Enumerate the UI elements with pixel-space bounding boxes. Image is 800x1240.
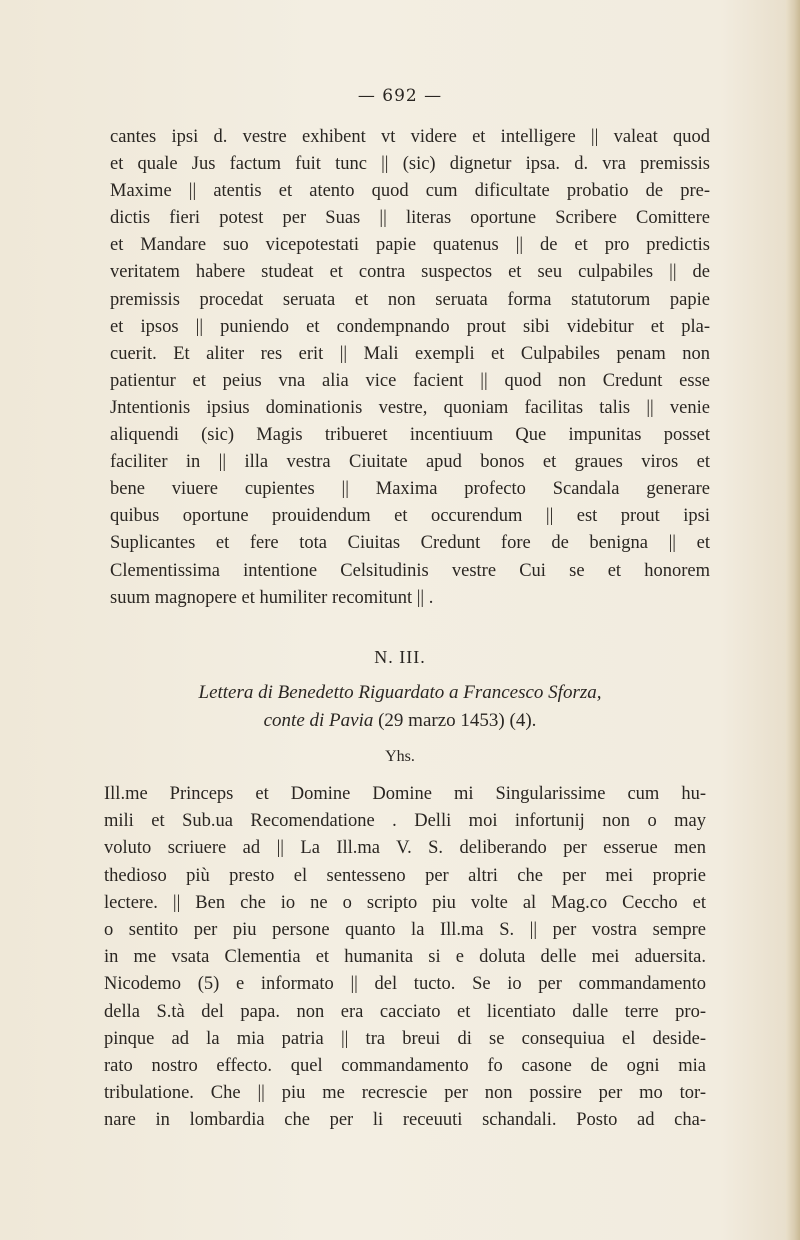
text-line: aliquendi (sic) Magis tribueret incentiuum Que impunitas posset	[110, 425, 710, 446]
text-block-letter	[104, 781, 706, 1135]
text-line: Ill.me Princeps et Domine Domine mi Singularissime cum hu-	[104, 784, 706, 804]
text-line: et quale Jus factum fuit tunc || (sic) dignetur ipsa. d. vra premissis	[110, 154, 710, 175]
text-line: nare in lombardia che per li receuuti schandali. Posto ad cha-	[104, 1110, 706, 1131]
text-line: veritatem habere studeat et contra suspectos et seu culpabiles || de	[110, 262, 710, 283]
text-line: bene viuere cupientes || Maxima profecto Scandala generare	[110, 479, 710, 500]
text-line: Nicodemo (5) e informato || del tucto. Se io per commandamento	[104, 974, 706, 995]
text-line: et Mandare suo vicepotestati papie quatenus || de et pro predictis	[110, 235, 710, 256]
text-line: et ipsos || puniendo et condempnando prout sibi videbitur et pla-	[110, 316, 710, 337]
page-number: — 692 —	[357, 86, 443, 106]
title-italic: conte di Pavia	[263, 710, 374, 731]
text-line: della S.tà del papa. non era cacciato et licentiato dalle terre pro-	[104, 1001, 706, 1022]
text-line: patientur et peius vna alia vice facient || quod non Credunt esse	[110, 370, 710, 391]
title-date: (29 marzo 1453) (4).	[373, 710, 537, 731]
text-line: Jntentionis ipsius dominationis vestre, quoniam facilitas talis || venie	[110, 397, 710, 418]
text-line: Suplicantes et fere tota Ciuitas Credunt fore de benigna || et	[110, 533, 710, 554]
text-line: premissis procedat seruata et non seruata forma statutorum papie	[110, 289, 710, 310]
text-line: in me vsata Clementia et humanita si e doluta delle mei aduersita.	[104, 947, 706, 968]
text-line: faciliter in || illa vestra Ciuitate apud bonos et graues viros et	[110, 452, 710, 473]
section-heading: N. III.	[374, 647, 426, 667]
letter-title-line-2	[0, 710, 800, 732]
text-line: thedioso più presto el sentesseno per altri che per mei proprie	[104, 865, 706, 886]
text-line: rato nostro effecto. quel commandamento fo casone de ogni mia	[104, 1056, 706, 1077]
text-line: voluto scriuere ad || La Ill.ma V. S. deliberando per esserue men	[104, 838, 706, 859]
page-edge	[786, 0, 800, 1240]
text-line: Maxime || atentis et atento quod cum dificultate probatio de pre-	[110, 181, 710, 202]
text-line: cuerit. Et aliter res erit || Mali exempli et Culpabiles penam non	[110, 343, 710, 364]
text-line: tribulatione. Che || piu me recrescie per non possire per mo tor-	[104, 1083, 706, 1104]
text-block-petition	[110, 124, 710, 612]
text-line: lectere. || Ben che io ne o scripto piu volte al Mag.co Ceccho et	[104, 892, 706, 913]
text-line: Clementissima intentione Celsitudinis vestre Cui se et honorem	[110, 560, 710, 581]
text-line: dictis fieri potest per Suas || literas oportune Scribere Comittere	[110, 208, 710, 229]
text-line: mili et Sub.ua Recomendatione . Delli moi infortunij non o may	[104, 811, 706, 832]
text-line: pinque ad la mia patria || tra breui di se consequiua el deside-	[104, 1028, 706, 1049]
text-line: quibus oportune prouidendum et occurendum || est prout ipsi	[110, 506, 710, 527]
text-line: o sentito per piu persone quanto la Ill.ma S. || per vostra sempre	[104, 920, 706, 941]
text-line: suum magnopere et humiliter recomitunt || .	[110, 587, 434, 608]
title-italic: Lettera di Benedetto Riguardato a Francesco Sforza,	[198, 682, 602, 703]
letter-title-line-1	[0, 682, 800, 704]
invocation: Yhs.	[385, 748, 415, 765]
text-line: cantes ipsi d. vestre exhibent vt videre et intelligere || valeat quod	[110, 127, 710, 147]
